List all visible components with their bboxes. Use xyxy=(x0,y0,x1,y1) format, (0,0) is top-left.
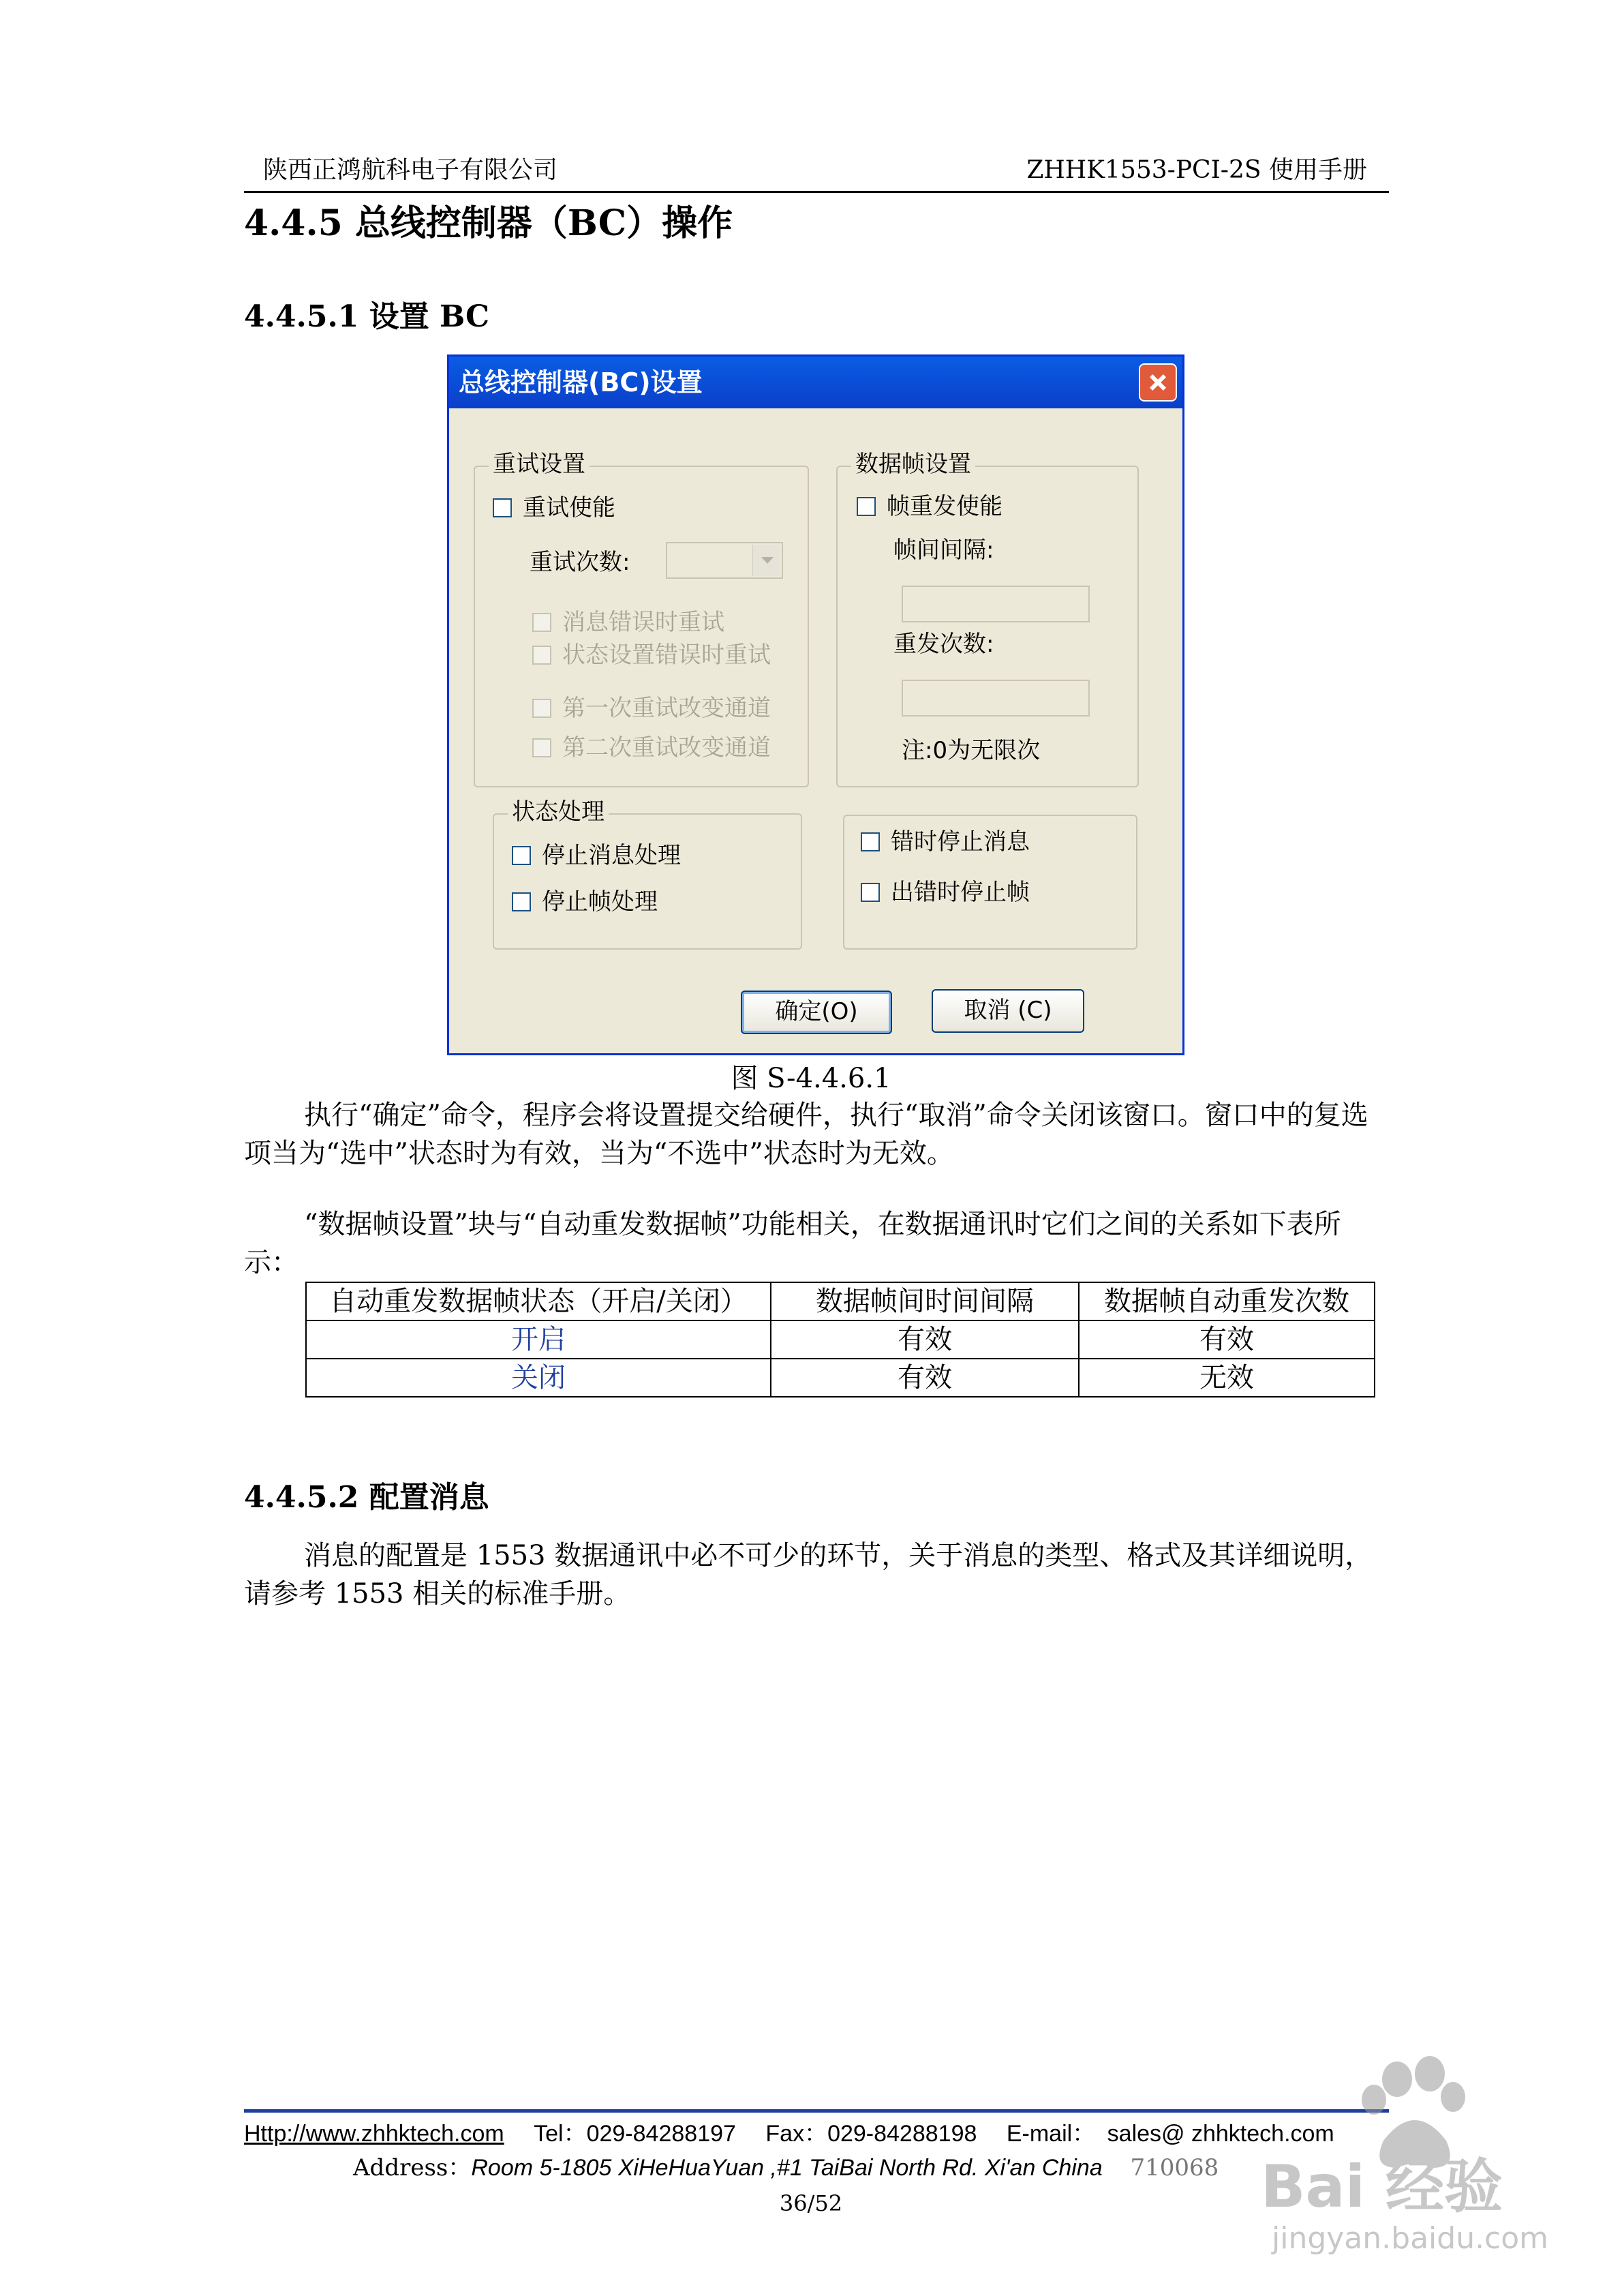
footer-contact-line xyxy=(244,2119,1334,2149)
resend-count-input[interactable] xyxy=(902,680,1090,716)
table-cell: 开启 xyxy=(306,1320,771,1359)
table-row xyxy=(306,1320,1375,1359)
stop-msg-processing-label: 停止消息处理 xyxy=(542,842,681,869)
paragraph-message-config: 消息的配置是 1553 数据通讯中必不可少的环节，关于消息的类型、格式及其详细说明，请参考 1553 相关的标准手册。 xyxy=(244,1540,1373,1610)
close-icon[interactable] xyxy=(1139,363,1177,402)
footer-tel: Tel：029-84288197 xyxy=(534,2121,736,2147)
resend-count-label: 重发次数: xyxy=(893,631,994,658)
page-number: 36/52 xyxy=(779,2190,843,2216)
footer-address-line xyxy=(353,2153,1219,2183)
dialog-title: 总线控制器(BC)设置 xyxy=(459,367,703,397)
second-retry-change-channel-checkbox[interactable] xyxy=(532,738,551,757)
section-title: 4.4.5 总线控制器（BC）操作 xyxy=(244,202,733,244)
msg-error-retry-label: 消息错误时重试 xyxy=(562,609,724,636)
stop-frame-on-error-label: 出错时停止帧 xyxy=(891,879,1030,906)
frame-resend-enable-label: 帧重发使能 xyxy=(887,493,1003,520)
footer-address: Room 5-1805 XiHeHuaYuan ,#1 TaiBai North Rd. Xi'an China xyxy=(471,2155,1103,2181)
status-handling-legend: 状态处理 xyxy=(508,797,609,827)
frame-interval-label: 帧间间隔: xyxy=(893,537,994,564)
watermark-site: jingyan.baidu.com xyxy=(1272,2221,1549,2256)
frame-interval-input[interactable] xyxy=(902,586,1090,622)
status-error-retry-label: 状态设置错误时重试 xyxy=(562,641,771,669)
second-retry-change-channel-label: 第二次重试改变通道 xyxy=(562,734,771,761)
status-handling-group xyxy=(493,798,802,950)
stop-msg-on-error-checkbox[interactable] xyxy=(861,832,880,851)
paragraph-frame-relation: “数据帧设置”块与“自动重发数据帧”功能相关，在数据通讯时它们之间的关系如下表所示： xyxy=(244,1209,1341,1278)
status-error-retry-checkbox[interactable] xyxy=(532,646,551,665)
footer-email-link[interactable]: sales@ zhhktech.com xyxy=(1107,2121,1334,2147)
footer-zip: 710068 xyxy=(1130,2154,1219,2181)
msg-error-retry-checkbox[interactable] xyxy=(532,613,551,632)
paragraph-ok-cancel: 执行“确定”命令，程序会将设置提交给硬件，执行“取消”命令关闭该窗口。窗口中的复选项当为“选中”状态时为有效，当为“不选中”状态时为无效。 xyxy=(244,1100,1368,1169)
footer-rule xyxy=(244,2109,1389,2113)
dialog-title-bar xyxy=(449,357,1182,408)
bc-settings-dialog xyxy=(447,354,1184,1055)
data-frame-settings-legend: 数据帧设置 xyxy=(851,449,975,479)
retry-count-select[interactable] xyxy=(666,542,783,579)
table-cell: 有效 xyxy=(771,1320,1079,1359)
table-header-row xyxy=(306,1282,1375,1320)
table-cell: 无效 xyxy=(1079,1359,1375,1397)
subsection-title-set-bc: 4.4.5.1 设置 BC xyxy=(244,299,490,334)
stop-msg-on-error-label: 错时停止消息 xyxy=(891,828,1030,856)
cancel-button[interactable]: 取消 (C) xyxy=(932,989,1084,1033)
header-rule xyxy=(244,191,1389,193)
table-cell: 有效 xyxy=(771,1359,1079,1397)
resend-note: 注:0为无限次 xyxy=(902,737,1041,764)
frame-resend-enable-checkbox[interactable] xyxy=(857,497,876,516)
stop-frame-on-error-checkbox[interactable] xyxy=(861,883,880,902)
stop-frame-processing-checkbox[interactable] xyxy=(512,892,531,911)
table-header-cell: 自动重发数据帧状态（开启/关闭） xyxy=(306,1282,771,1320)
retry-count-label: 重试次数: xyxy=(530,549,630,576)
header-manual-title: ZHHK1553-PCI-2S 使用手册 xyxy=(1026,156,1367,184)
retry-settings-legend: 重试设置 xyxy=(489,449,590,479)
retry-enable-checkbox[interactable] xyxy=(493,498,512,517)
ok-button[interactable]: 确定(O) xyxy=(741,991,892,1034)
table-header-cell: 数据帧自动重发次数 xyxy=(1079,1282,1375,1320)
table-row xyxy=(306,1359,1375,1397)
first-retry-change-channel-label: 第一次重试改变通道 xyxy=(562,695,771,722)
footer-address-label: Address： xyxy=(353,2154,472,2181)
subsection-title-config-msg: 4.4.5.2 配置消息 xyxy=(244,1480,489,1515)
relation-table xyxy=(305,1282,1375,1398)
watermark-brand: Bai 经验 xyxy=(1261,2153,1503,2221)
baidu-jingyan-watermark xyxy=(1254,2052,1549,2256)
footer-fax: Fax：029-84288198 xyxy=(765,2121,977,2147)
first-retry-change-channel-checkbox[interactable] xyxy=(532,699,551,718)
table-header-cell: 数据帧间时间间隔 xyxy=(771,1282,1079,1320)
chevron-down-icon[interactable] xyxy=(752,545,780,576)
table-cell: 关闭 xyxy=(306,1359,771,1397)
figure-caption: 图 S-4.4.6.1 xyxy=(731,1063,891,1094)
footer-email-label: E-mail： xyxy=(1006,2121,1096,2147)
stop-msg-processing-checkbox[interactable] xyxy=(512,846,531,865)
retry-enable-label: 重试使能 xyxy=(523,494,615,522)
header-company: 陕西正鸿航科电子有限公司 xyxy=(263,156,558,184)
stop-frame-processing-label: 停止帧处理 xyxy=(542,888,658,916)
table-cell: 有效 xyxy=(1079,1320,1375,1359)
footer-url-link[interactable]: Http://www.zhhktech.com xyxy=(244,2121,504,2147)
